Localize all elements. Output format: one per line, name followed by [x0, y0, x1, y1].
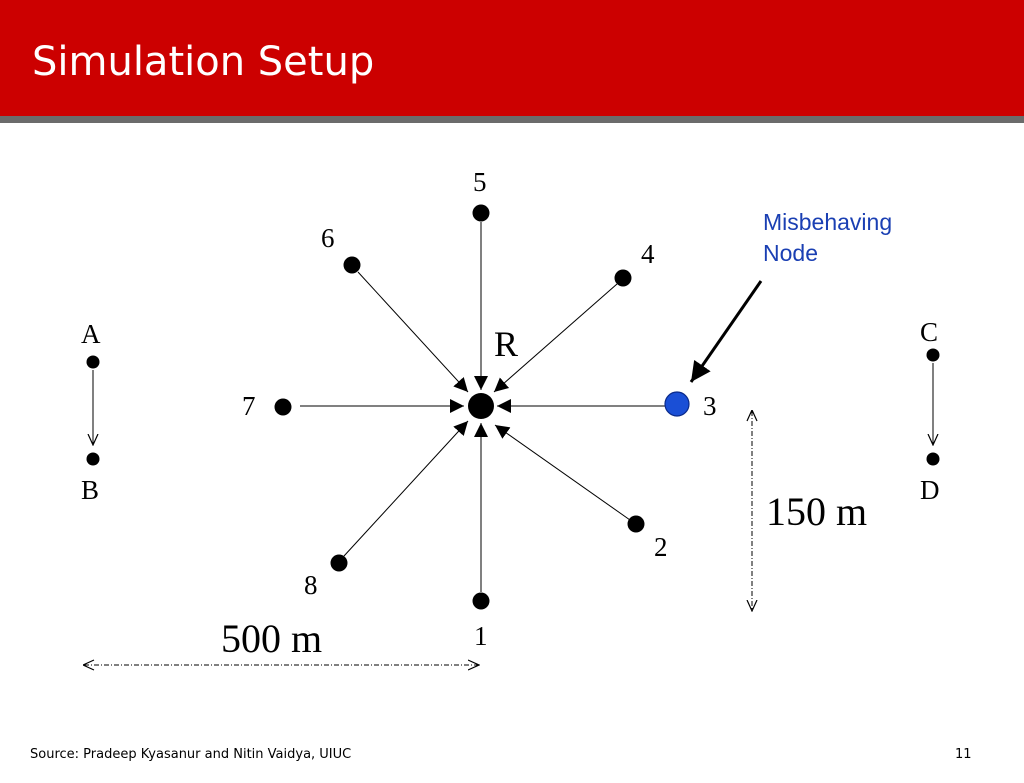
receiver-node: [468, 393, 494, 419]
node-b-label: B: [81, 475, 100, 505]
node-b: [87, 453, 100, 466]
node-5: [473, 205, 490, 222]
node-4-label: 4: [641, 239, 655, 269]
link-6-to-r: [358, 272, 468, 392]
receiver-label: R: [494, 324, 519, 364]
node-d: [927, 453, 940, 466]
node-2-label: 2: [654, 532, 668, 562]
slide-title: Simulation Setup: [32, 39, 375, 85]
node-6-label: 6: [321, 223, 335, 253]
link-8-to-r: [344, 421, 468, 556]
source-citation: Source: Pradeep Kyasanur and Nitin Vaidya, UIUC: [30, 747, 352, 762]
node-a: [87, 356, 100, 369]
distance-500m-label: 500 m: [221, 616, 323, 661]
node-8-label: 8: [304, 570, 318, 600]
node-6: [344, 257, 361, 274]
link-2-to-r: [495, 425, 630, 520]
node-3-misbehaving: [665, 392, 689, 416]
node-2: [628, 516, 645, 533]
page-number: 11: [955, 747, 972, 762]
node-4: [615, 270, 632, 287]
distance-150m-label: 150 m: [766, 489, 868, 534]
node-3-label: 3: [703, 391, 717, 421]
node-8: [331, 555, 348, 572]
node-c-label: C: [920, 317, 939, 347]
node-7-label: 7: [242, 391, 256, 421]
node-d-label: D: [920, 475, 940, 505]
callout-line-1: Misbehaving: [763, 209, 893, 235]
callout-arrow: [691, 281, 761, 382]
node-7: [275, 399, 292, 416]
node-c: [927, 349, 940, 362]
node-a-label: A: [81, 319, 101, 349]
node-1: [473, 593, 490, 610]
node-5-label: 5: [473, 167, 487, 197]
node-1-label: 1: [474, 621, 488, 651]
callout-line-2: Node: [763, 240, 818, 266]
